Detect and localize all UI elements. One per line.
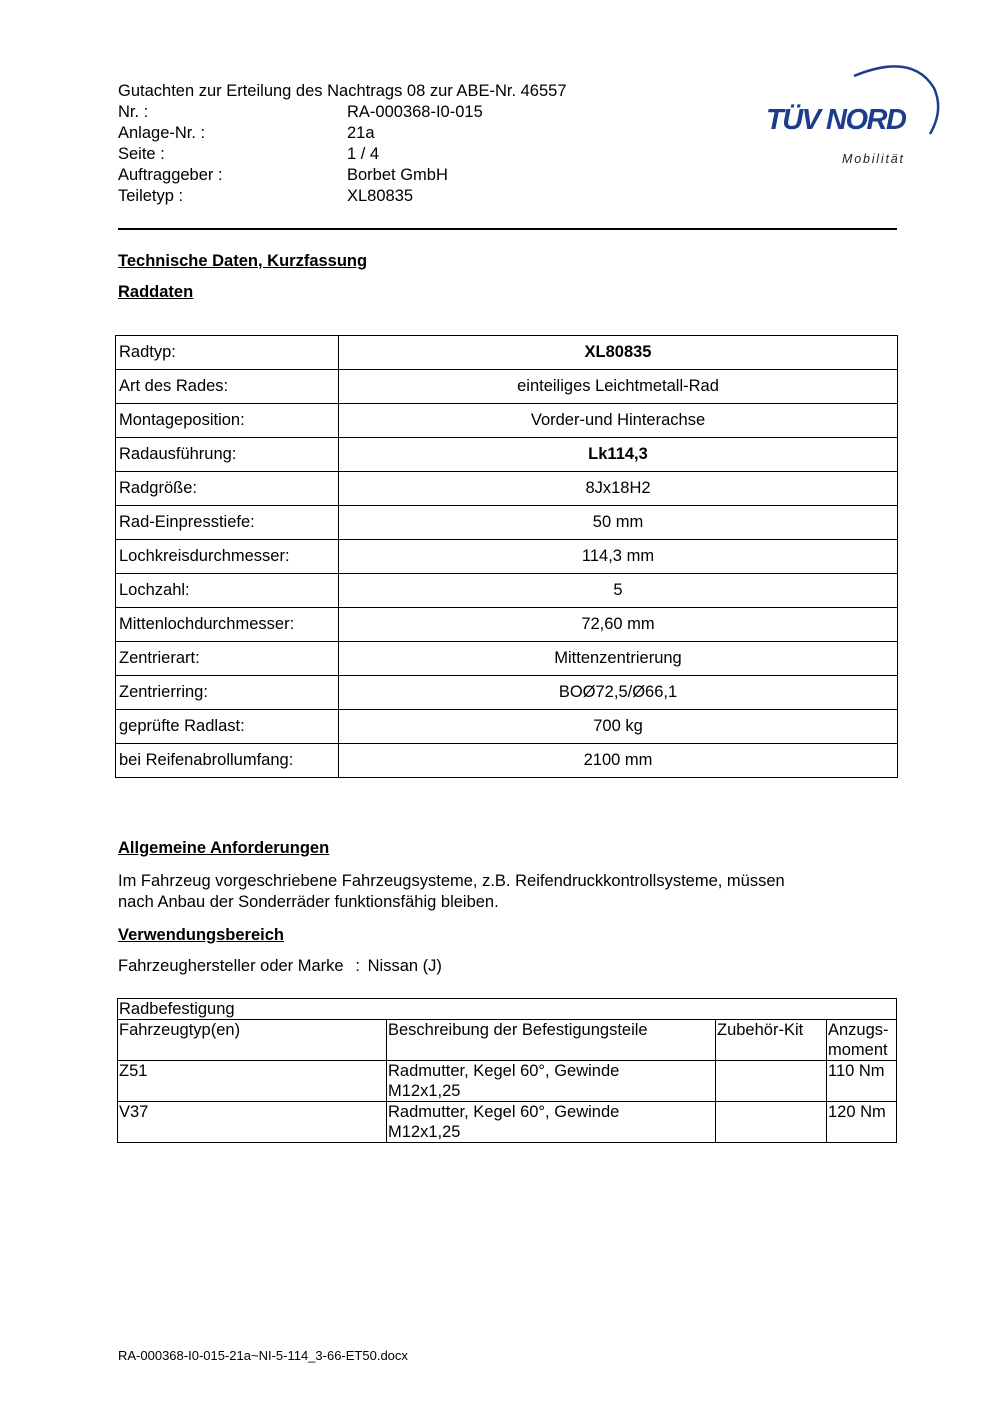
usage-label: Fahrzeughersteller oder Marke xyxy=(118,957,344,975)
row-value: BOØ72,5/Ø66,1 xyxy=(339,676,898,710)
row-value: Lk114,3 xyxy=(339,438,898,472)
header-row-auftraggeber xyxy=(118,165,567,186)
row-value: 2100 mm xyxy=(339,744,898,778)
row-value: 50 mm xyxy=(339,506,898,540)
header-value: XL80835 xyxy=(347,187,414,205)
header-value: 1 / 4 xyxy=(347,145,380,163)
table-row xyxy=(116,438,898,472)
usage-line xyxy=(118,957,442,976)
row-label: Mittenlochdurchmesser: xyxy=(116,608,339,642)
row-label: Rad-Einpresstiefe: xyxy=(116,506,339,540)
cell-torque: 120 Nm xyxy=(827,1102,897,1143)
header-row-nr xyxy=(118,102,567,123)
logo-brand: TÜV NORD xyxy=(766,104,906,136)
table-row xyxy=(116,676,898,710)
table-row xyxy=(118,1102,897,1143)
header-label: Nr. : xyxy=(118,103,149,121)
row-label: Radausführung: xyxy=(116,438,339,472)
row-label: geprüfte Radlast: xyxy=(116,710,339,744)
header-label: Anlage-Nr. : xyxy=(118,124,206,142)
cell-type: V37 xyxy=(118,1102,387,1143)
table-row xyxy=(116,642,898,676)
cell-desc-line: M12x1,25 xyxy=(388,1123,461,1141)
table-title: Radbefestigung xyxy=(118,999,897,1020)
row-value: 8Jx18H2 xyxy=(339,472,898,506)
cell-desc-line: Radmutter, Kegel 60°, Gewinde xyxy=(388,1103,620,1121)
table-row xyxy=(118,1061,897,1102)
row-value: 5 xyxy=(339,574,898,608)
cell-desc xyxy=(387,1061,716,1102)
table-row xyxy=(116,370,898,404)
header-value: RA-000368-I0-015 xyxy=(347,103,483,121)
cell-desc-line: Radmutter, Kegel 60°, Gewinde xyxy=(388,1062,620,1080)
table-row xyxy=(116,472,898,506)
row-value: Vorder-und Hinterachse xyxy=(339,404,898,438)
table-header-row xyxy=(118,1020,897,1061)
row-label: bei Reifenabrollumfang: xyxy=(116,744,339,778)
table-row xyxy=(116,710,898,744)
tuv-nord-logo xyxy=(762,58,942,173)
header-row-anlage xyxy=(118,123,567,144)
section-heading-allgemein: Allgemeine Anforderungen xyxy=(118,839,330,857)
header-label: Auftraggeber : xyxy=(118,166,223,184)
cell-kit xyxy=(716,1061,827,1102)
header-row-teiletyp xyxy=(118,186,567,207)
table-row xyxy=(116,744,898,778)
row-label: Art des Rades: xyxy=(116,370,339,404)
col-header-type: Fahrzeugtyp(en) xyxy=(118,1020,387,1061)
row-label: Radgröße: xyxy=(116,472,339,506)
table-row xyxy=(116,506,898,540)
section-heading-tech: Technische Daten, Kurzfassung xyxy=(118,252,368,270)
table-row xyxy=(116,404,898,438)
cell-desc-line: M12x1,25 xyxy=(388,1082,461,1100)
header-value: 21a xyxy=(347,124,375,142)
header-label: Teiletyp : xyxy=(118,187,184,205)
usage-value: Nissan (J) xyxy=(367,957,442,975)
row-value: 700 kg xyxy=(339,710,898,744)
row-label: Radtyp: xyxy=(116,336,339,370)
row-label: Zentrierart: xyxy=(116,642,339,676)
table-row xyxy=(116,336,898,370)
table-row xyxy=(116,540,898,574)
row-value: einteiliges Leichtmetall-Rad xyxy=(339,370,898,404)
col-header-torque xyxy=(827,1020,897,1061)
logo-subtitle: Mobilität xyxy=(842,152,905,166)
header-divider xyxy=(118,228,897,230)
requirements-text xyxy=(118,871,785,913)
header-label: Seite : xyxy=(118,145,165,163)
row-label: Montageposition: xyxy=(116,404,339,438)
table-title-row xyxy=(118,999,897,1020)
document-title: Gutachten zur Erteilung des Nachtrags 08 zur ABE-Nr. 46557 xyxy=(118,82,567,100)
section-heading-raddaten: Raddaten xyxy=(118,283,194,301)
wheel-data-table xyxy=(115,335,898,778)
requirements-line: nach Anbau der Sonderräder funktionsfähig bleiben. xyxy=(118,893,499,911)
table-row xyxy=(116,608,898,642)
requirements-line: Im Fahrzeug vorgeschriebene Fahrzeugsysteme, z.B. Reifendruckkontrollsysteme, müssen xyxy=(118,872,785,890)
row-value: 114,3 mm xyxy=(339,540,898,574)
row-value: 72,60 mm xyxy=(339,608,898,642)
header-row-seite xyxy=(118,144,567,165)
document-header xyxy=(118,81,567,207)
row-label: Lochkreisdurchmesser: xyxy=(116,540,339,574)
header-value: Borbet GmbH xyxy=(347,166,448,184)
row-value: Mittenzentrierung xyxy=(339,642,898,676)
col-header-desc: Beschreibung der Befestigungsteile xyxy=(387,1020,716,1061)
cell-desc xyxy=(387,1102,716,1143)
table-row xyxy=(116,574,898,608)
footer-filename: RA-000368-I0-015-21a~NI-5-114_3-66-ET50.docx xyxy=(118,1348,408,1363)
cell-kit xyxy=(716,1102,827,1143)
mounting-table xyxy=(117,998,897,1143)
cell-type: Z51 xyxy=(118,1061,387,1102)
cell-torque: 110 Nm xyxy=(827,1061,897,1102)
usage-separator: : xyxy=(355,957,360,975)
row-label: Lochzahl: xyxy=(116,574,339,608)
col-header-torque-line: moment xyxy=(828,1041,888,1059)
row-value: XL80835 xyxy=(339,336,898,370)
col-header-torque-line: Anzugs- xyxy=(828,1021,889,1039)
section-heading-verwendung: Verwendungsbereich xyxy=(118,926,284,944)
col-header-kit: Zubehör-Kit xyxy=(716,1020,827,1061)
row-label: Zentrierring: xyxy=(116,676,339,710)
